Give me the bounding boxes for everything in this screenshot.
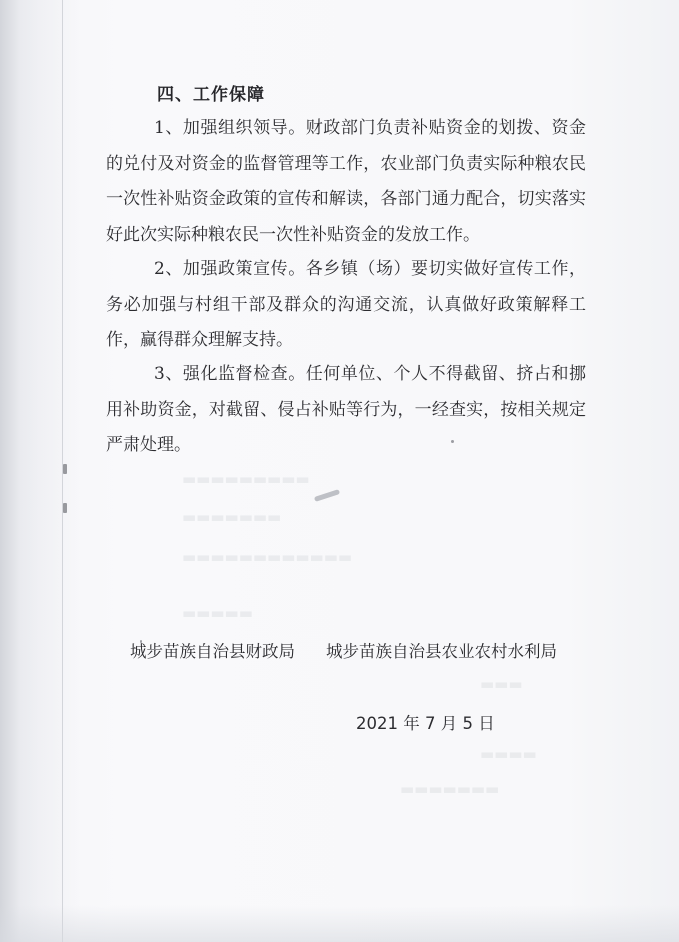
bleed-through: ▬▬▬▬▬ — [182, 604, 253, 622]
paragraph-supervision: 3、强化监督检查。任何单位、个人不得截留、挤占和挪用补助资金，对截留、侵占补贴等行为，一经查实，按相关规定严肃处理。 — [106, 364, 586, 455]
binding-mark — [63, 464, 67, 474]
bleed-through: ▬▬▬▬ — [480, 745, 537, 763]
paragraph-publicity: 2、加强政策宣传。各乡镇（场）要切实做好宣传工作，务必加强与村组干部及群众的沟通交流，认真做好政策解释工作，赢得群众理解支持。 — [106, 259, 586, 350]
signer-finance-bureau: 城步苗族自治县财政局 — [130, 642, 295, 661]
section-heading: 四、工作保障 — [157, 85, 265, 105]
signer-agriculture-bureau: 城步苗族自治县农业农村水利局 — [326, 642, 557, 661]
bleed-through: ▬▬▬▬▬▬▬▬▬▬▬▬ — [182, 548, 353, 566]
ink-speck — [451, 440, 454, 443]
bleed-through: ▬▬▬ — [480, 675, 523, 693]
bleed-through: ▬▬▬▬▬▬▬ — [182, 508, 282, 526]
bleed-through: ▬▬▬▬▬▬▬ — [400, 780, 500, 798]
ink-smudge — [314, 489, 340, 502]
document-date: 2021 年 7 月 5 日 — [356, 714, 495, 733]
bleed-through: ▬▬▬▬▬▬▬▬▬ — [182, 470, 310, 488]
binding-mark — [63, 503, 67, 513]
scan-shadow-bottom — [0, 905, 679, 942]
scan-shadow-left — [0, 0, 80, 942]
paragraph-organization: 1、加强组织领导。财政部门负责补贴资金的划拨、资金的兑付及对资金的监督管理等工作，农业部门负责实际种粮农民一次性补贴资金政策的宣传和解读，各部门通力配合，切实落实好此次实际种粮农民一次性补贴资金的发放工作。 — [106, 118, 586, 245]
